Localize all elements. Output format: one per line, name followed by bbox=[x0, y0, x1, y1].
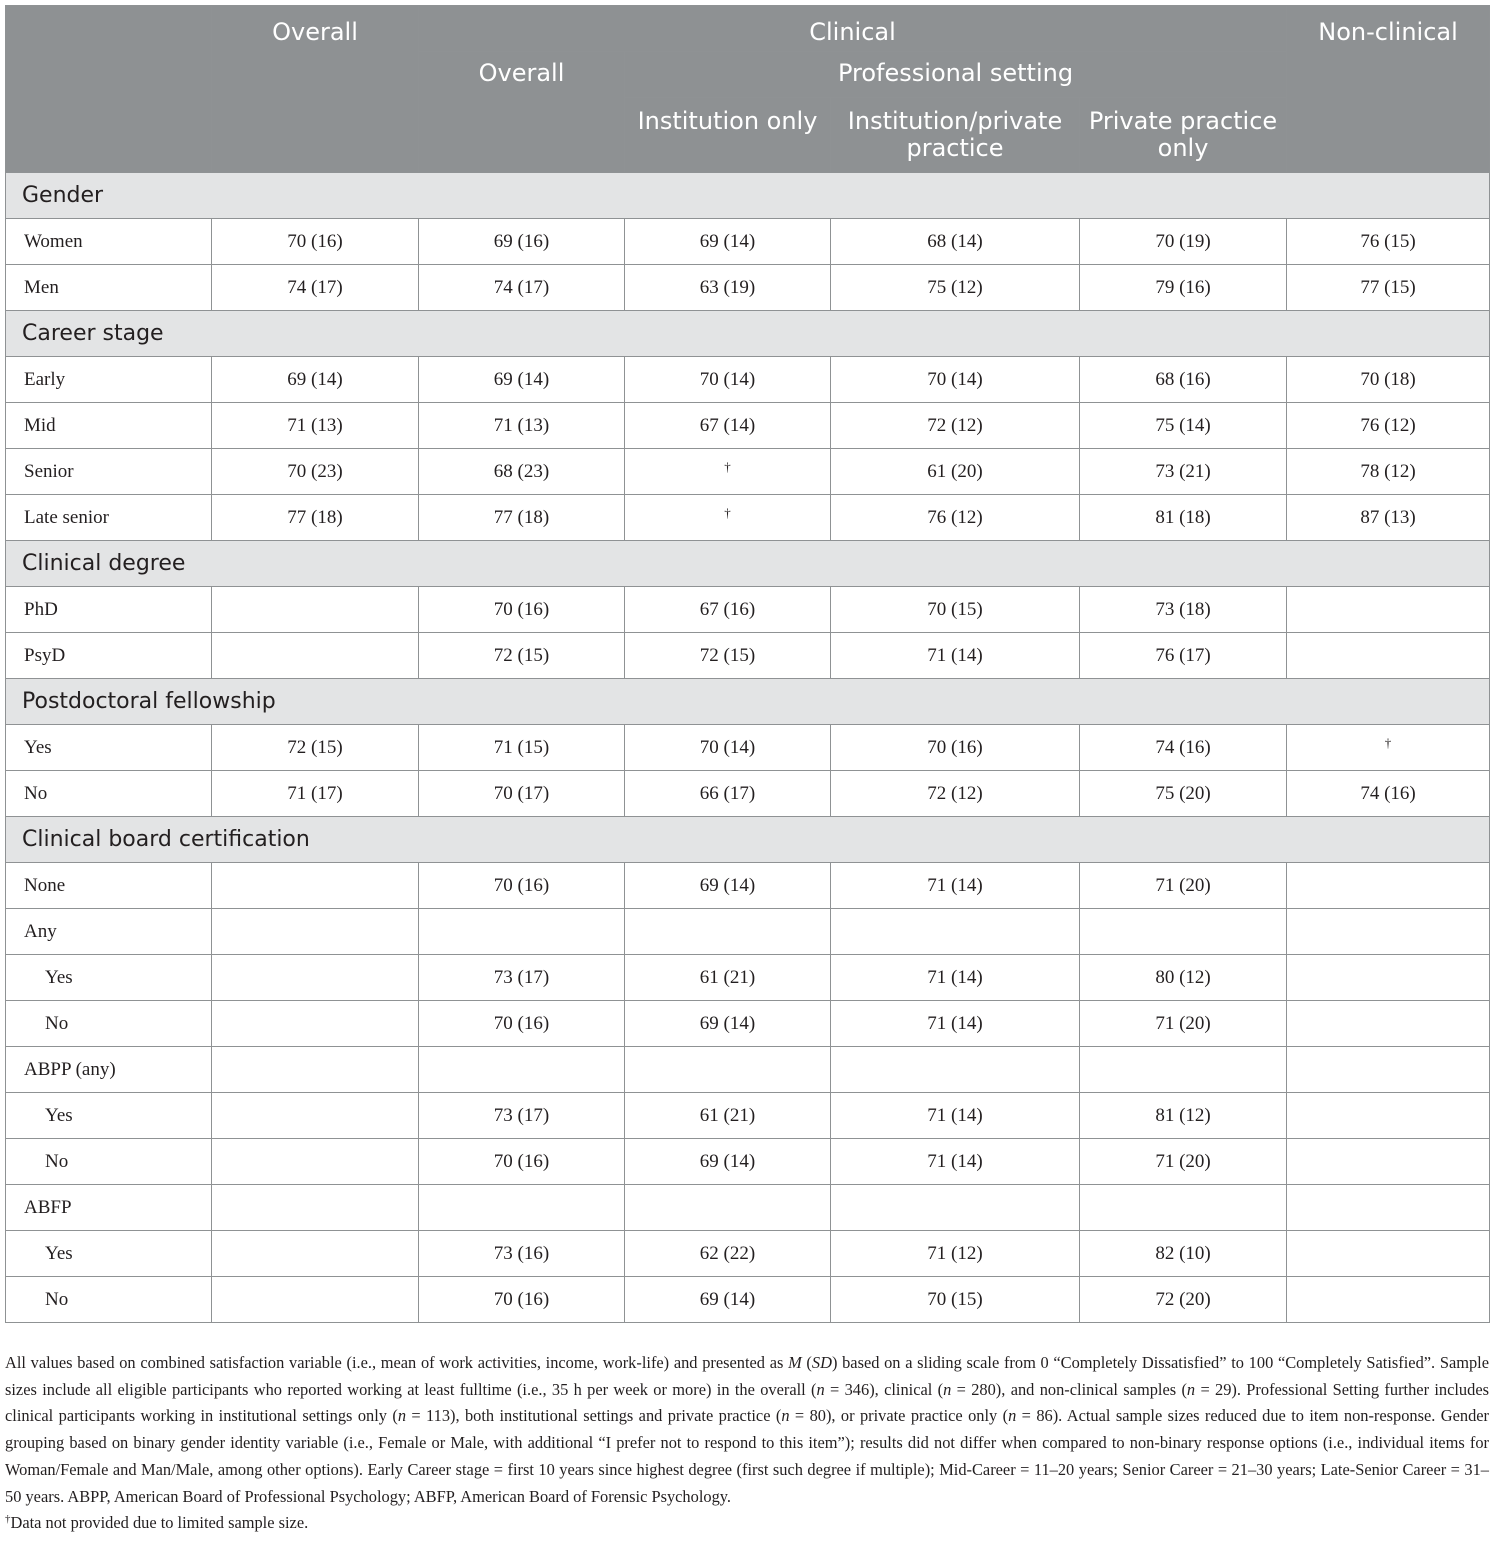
row-label: ABFP bbox=[6, 1185, 212, 1231]
table-cell bbox=[212, 909, 419, 955]
table-cell: 81 (12) bbox=[1080, 1093, 1287, 1139]
table-cell: 69 (14) bbox=[625, 1001, 831, 1047]
table-body bbox=[6, 173, 1490, 1323]
dagger-mark: † bbox=[724, 458, 731, 474]
table-cell: 81 (18) bbox=[1080, 495, 1287, 541]
footnote-segment: All values based on combined satisfaction variable (i.e., mean of work activities, income, work-life) and presented as bbox=[5, 1353, 789, 1372]
table-cell bbox=[1287, 1139, 1490, 1185]
table-cell: 75 (14) bbox=[1080, 403, 1287, 449]
table-cell: 74 (17) bbox=[419, 265, 625, 311]
table-row bbox=[6, 1277, 1490, 1323]
table-cell: 69 (14) bbox=[625, 1277, 831, 1323]
section-row bbox=[6, 311, 1490, 357]
table-cell bbox=[212, 955, 419, 1001]
section-title: Career stage bbox=[6, 311, 1490, 357]
footnote-main bbox=[5, 1350, 1489, 1510]
table-cell bbox=[831, 1047, 1080, 1093]
table-cell: 70 (16) bbox=[419, 1139, 625, 1185]
row-label: No bbox=[6, 771, 212, 817]
table-cell bbox=[1287, 1185, 1490, 1231]
table-cell bbox=[1287, 633, 1490, 679]
table-footnotes bbox=[5, 1350, 1489, 1537]
row-label: No bbox=[6, 1139, 212, 1185]
row-label: Women bbox=[6, 219, 212, 265]
footnote-segment: n bbox=[1008, 1406, 1017, 1426]
header-non-clinical: Non-clinical bbox=[1287, 6, 1490, 173]
table-cell bbox=[419, 909, 625, 955]
dagger-note: Data not provided due to limited sample size. bbox=[10, 1513, 309, 1533]
table-cell bbox=[212, 1185, 419, 1231]
row-label: Early bbox=[6, 357, 212, 403]
table-cell: 72 (12) bbox=[831, 403, 1080, 449]
table-cell bbox=[831, 1185, 1080, 1231]
row-label: Yes bbox=[6, 1093, 212, 1139]
footnote-segment: SD bbox=[811, 1353, 832, 1372]
table-cell: 71 (15) bbox=[419, 725, 625, 771]
header-professional-setting: Professional setting bbox=[625, 52, 1287, 98]
table-cell bbox=[1287, 955, 1490, 1001]
table-cell: 67 (16) bbox=[625, 587, 831, 633]
row-label: Senior bbox=[6, 449, 212, 495]
table-cell: 76 (15) bbox=[1287, 219, 1490, 265]
table-cell: 75 (20) bbox=[1080, 771, 1287, 817]
table-cell: 75 (12) bbox=[831, 265, 1080, 311]
table-cell bbox=[212, 1093, 419, 1139]
table-cell: 71 (14) bbox=[831, 1093, 1080, 1139]
footnote-segment: M bbox=[788, 1353, 802, 1372]
table-cell bbox=[625, 1185, 831, 1231]
table-cell: 71 (20) bbox=[1080, 1139, 1287, 1185]
table-cell: 71 (20) bbox=[1080, 863, 1287, 909]
table-row bbox=[6, 955, 1490, 1001]
table-cell bbox=[212, 1231, 419, 1277]
table-cell: 70 (14) bbox=[625, 725, 831, 771]
section-row bbox=[6, 679, 1490, 725]
footnote-segment: = 80), or private practice only ( bbox=[789, 1406, 1009, 1426]
table-cell bbox=[419, 1185, 625, 1231]
section-title: Gender bbox=[6, 173, 1490, 219]
footnote-segment: n bbox=[781, 1406, 790, 1426]
table-row bbox=[6, 909, 1490, 955]
table-cell bbox=[212, 1139, 419, 1185]
table-cell: 72 (15) bbox=[212, 725, 419, 771]
table-row bbox=[6, 1093, 1490, 1139]
results-table bbox=[5, 5, 1490, 1323]
table-cell bbox=[1287, 1277, 1490, 1323]
table-cell bbox=[212, 633, 419, 679]
table-cell: 70 (14) bbox=[625, 357, 831, 403]
table-cell: 69 (14) bbox=[625, 219, 831, 265]
table-cell bbox=[212, 587, 419, 633]
table-cell: 87 (13) bbox=[1287, 495, 1490, 541]
table-cell: 71 (13) bbox=[212, 403, 419, 449]
section-title: Postdoctoral fellowship bbox=[6, 679, 1490, 725]
table-cell bbox=[1287, 1001, 1490, 1047]
table-row bbox=[6, 1139, 1490, 1185]
row-label: PhD bbox=[6, 587, 212, 633]
footnote-segment: n bbox=[943, 1379, 952, 1399]
table-cell bbox=[212, 1277, 419, 1323]
header-clinical-overall: Overall bbox=[419, 52, 625, 173]
footnote-segment: ( bbox=[801, 1353, 812, 1372]
table-cell: 62 (22) bbox=[625, 1231, 831, 1277]
table-cell: 76 (12) bbox=[1287, 403, 1490, 449]
table-row bbox=[6, 633, 1490, 679]
table-cell: 70 (14) bbox=[831, 357, 1080, 403]
table-cell: 82 (10) bbox=[1080, 1231, 1287, 1277]
row-label: Yes bbox=[6, 725, 212, 771]
table-cell: 70 (16) bbox=[419, 1277, 625, 1323]
table-cell: 71 (20) bbox=[1080, 1001, 1287, 1047]
table-cell: 72 (20) bbox=[1080, 1277, 1287, 1323]
row-label: PsyD bbox=[6, 633, 212, 679]
table-cell: 72 (12) bbox=[831, 771, 1080, 817]
table-row bbox=[6, 771, 1490, 817]
table-cell: 61 (20) bbox=[831, 449, 1080, 495]
table-row bbox=[6, 1185, 1490, 1231]
table-cell: 63 (19) bbox=[625, 265, 831, 311]
dagger-mark: † bbox=[1384, 734, 1392, 750]
table-row bbox=[6, 449, 1490, 495]
table-cell: 70 (16) bbox=[419, 863, 625, 909]
table-cell bbox=[1287, 1047, 1490, 1093]
header-institution-private: Institution/private practice bbox=[831, 98, 1080, 173]
table-cell bbox=[1287, 1093, 1490, 1139]
table-cell: 61 (21) bbox=[625, 1093, 831, 1139]
row-label: Mid bbox=[6, 403, 212, 449]
row-label: None bbox=[6, 863, 212, 909]
table-cell bbox=[1287, 1231, 1490, 1277]
table-cell: 74 (17) bbox=[212, 265, 419, 311]
table-cell: 68 (23) bbox=[419, 449, 625, 495]
footnote-segment: ) based on a sliding scale from 0 “Completely Dissatisfied” to 100 “Completely Satisfied”. Sample sizes include all eligible participants who reported working at least fulltime (i.e., 35 h per week or more) in the overall ( bbox=[5, 1353, 1490, 1399]
row-label: Men bbox=[6, 265, 212, 311]
table-cell: 67 (14) bbox=[625, 403, 831, 449]
table-cell: 71 (14) bbox=[831, 1139, 1080, 1185]
section-row bbox=[6, 817, 1490, 863]
table-cell: 77 (15) bbox=[1287, 265, 1490, 311]
table-cell: 68 (16) bbox=[1080, 357, 1287, 403]
header-private-only: Private practice only bbox=[1080, 98, 1287, 173]
footnote-segment: n bbox=[397, 1406, 407, 1426]
table-cell: 71 (14) bbox=[831, 1001, 1080, 1047]
table-row bbox=[6, 357, 1490, 403]
footnote-segment: = 86). Actual sample sizes reduced due to item non-response. Gender grouping based on binary gender identity variable (i.e., Female or Male, with additional “I prefer not to respond to this item”); results did not differ when compared to non-binary response options (i.e., individual items for Woman/Female and Man/Male, among other options). Early Career stage = first 10 years since highest degree (first such degree if multiple); Mid-Career = 11–20 years; Senior Career = 21–30 years; Late-Senior Career = 31–50 years. ABPP, American Board of Professional Psychology; ABFP, American Board of Forensic Psychology. bbox=[5, 1406, 1489, 1506]
dagger-mark: † bbox=[724, 504, 731, 520]
table-cell: 78 (12) bbox=[1287, 449, 1490, 495]
table-cell bbox=[625, 1047, 831, 1093]
table-row bbox=[6, 725, 1490, 771]
table-row bbox=[6, 1047, 1490, 1093]
table-cell bbox=[625, 449, 831, 495]
table-cell: 71 (14) bbox=[831, 955, 1080, 1001]
table-cell: 70 (16) bbox=[419, 587, 625, 633]
table-cell bbox=[1080, 1185, 1287, 1231]
row-label: ABPP (any) bbox=[6, 1047, 212, 1093]
header-corner bbox=[6, 6, 212, 173]
footnote-segment: = 29). Professional Setting further includes clinical participants working in institutional settings only ( bbox=[5, 1379, 1489, 1426]
table-cell: 77 (18) bbox=[212, 495, 419, 541]
table-cell: 69 (14) bbox=[625, 1139, 831, 1185]
table-cell: 79 (16) bbox=[1080, 265, 1287, 311]
table-cell: 69 (14) bbox=[419, 357, 625, 403]
row-label: Yes bbox=[6, 1231, 212, 1277]
table-row bbox=[6, 495, 1490, 541]
table-cell: 69 (14) bbox=[625, 863, 831, 909]
footnote-segment: = 280), and non-clinical samples ( bbox=[951, 1379, 1187, 1399]
table-cell bbox=[212, 1047, 419, 1093]
table-row bbox=[6, 265, 1490, 311]
table-cell: 73 (21) bbox=[1080, 449, 1287, 495]
table-cell: 70 (18) bbox=[1287, 357, 1490, 403]
table-row bbox=[6, 1231, 1490, 1277]
footnote-dagger bbox=[5, 1510, 1489, 1537]
table-row bbox=[6, 587, 1490, 633]
table-cell bbox=[625, 909, 831, 955]
table-header bbox=[6, 6, 1490, 173]
table-cell: 80 (12) bbox=[1080, 955, 1287, 1001]
footnote-segment: n bbox=[816, 1379, 825, 1399]
table-row bbox=[6, 1001, 1490, 1047]
header-clinical: Clinical bbox=[419, 6, 1287, 52]
table-cell: 71 (12) bbox=[831, 1231, 1080, 1277]
table-cell bbox=[1287, 587, 1490, 633]
table-cell: 71 (13) bbox=[419, 403, 625, 449]
table-cell: 61 (21) bbox=[625, 955, 831, 1001]
row-label: Yes bbox=[6, 955, 212, 1001]
row-label: No bbox=[6, 1277, 212, 1323]
header-institution-only: Institution only bbox=[625, 98, 831, 173]
footnote-segment: n bbox=[1186, 1379, 1196, 1399]
row-label: Late senior bbox=[6, 495, 212, 541]
section-row bbox=[6, 173, 1490, 219]
table-row bbox=[6, 219, 1490, 265]
table-cell bbox=[1287, 909, 1490, 955]
table-cell: 77 (18) bbox=[419, 495, 625, 541]
table-cell bbox=[1080, 909, 1287, 955]
table-cell: 69 (14) bbox=[212, 357, 419, 403]
table-cell bbox=[831, 909, 1080, 955]
table-cell: 70 (15) bbox=[831, 587, 1080, 633]
section-row bbox=[6, 541, 1490, 587]
table-cell bbox=[419, 1047, 625, 1093]
table-cell bbox=[212, 863, 419, 909]
table-row bbox=[6, 403, 1490, 449]
table-cell: 76 (17) bbox=[1080, 633, 1287, 679]
table-cell: 73 (17) bbox=[419, 1093, 625, 1139]
table-cell: 70 (16) bbox=[419, 1001, 625, 1047]
table-cell: 71 (17) bbox=[212, 771, 419, 817]
table-cell: 73 (18) bbox=[1080, 587, 1287, 633]
table-cell: 70 (19) bbox=[1080, 219, 1287, 265]
table-row bbox=[6, 863, 1490, 909]
table-cell bbox=[625, 495, 831, 541]
table-cell: 74 (16) bbox=[1080, 725, 1287, 771]
header-overall: Overall bbox=[212, 6, 419, 173]
table-cell bbox=[1287, 863, 1490, 909]
table-cell bbox=[212, 1001, 419, 1047]
table-cell: 70 (17) bbox=[419, 771, 625, 817]
section-title: Clinical degree bbox=[6, 541, 1490, 587]
footnote-segment: = 346), clinical ( bbox=[824, 1379, 944, 1399]
table-cell: 70 (23) bbox=[212, 449, 419, 495]
table-cell: 71 (14) bbox=[831, 633, 1080, 679]
table-cell: 68 (14) bbox=[831, 219, 1080, 265]
row-label: No bbox=[6, 1001, 212, 1047]
table-cell bbox=[1287, 725, 1490, 771]
table-cell: 66 (17) bbox=[625, 771, 831, 817]
table-cell: 69 (16) bbox=[419, 219, 625, 265]
table-cell: 76 (12) bbox=[831, 495, 1080, 541]
table-cell: 70 (15) bbox=[831, 1277, 1080, 1323]
table-cell: 70 (16) bbox=[831, 725, 1080, 771]
table-cell: 72 (15) bbox=[419, 633, 625, 679]
table-cell: 73 (16) bbox=[419, 1231, 625, 1277]
row-label: Any bbox=[6, 909, 212, 955]
section-title: Clinical board certification bbox=[6, 817, 1490, 863]
table-cell: 71 (14) bbox=[831, 863, 1080, 909]
dagger-mark: † bbox=[5, 1513, 11, 1526]
table-cell: 70 (16) bbox=[212, 219, 419, 265]
table-cell bbox=[1080, 1047, 1287, 1093]
table-cell: 73 (17) bbox=[419, 955, 625, 1001]
table-cell: 72 (15) bbox=[625, 633, 831, 679]
footnote-segment: = 113), both institutional settings and private practice ( bbox=[406, 1406, 782, 1426]
table-cell: 74 (16) bbox=[1287, 771, 1490, 817]
